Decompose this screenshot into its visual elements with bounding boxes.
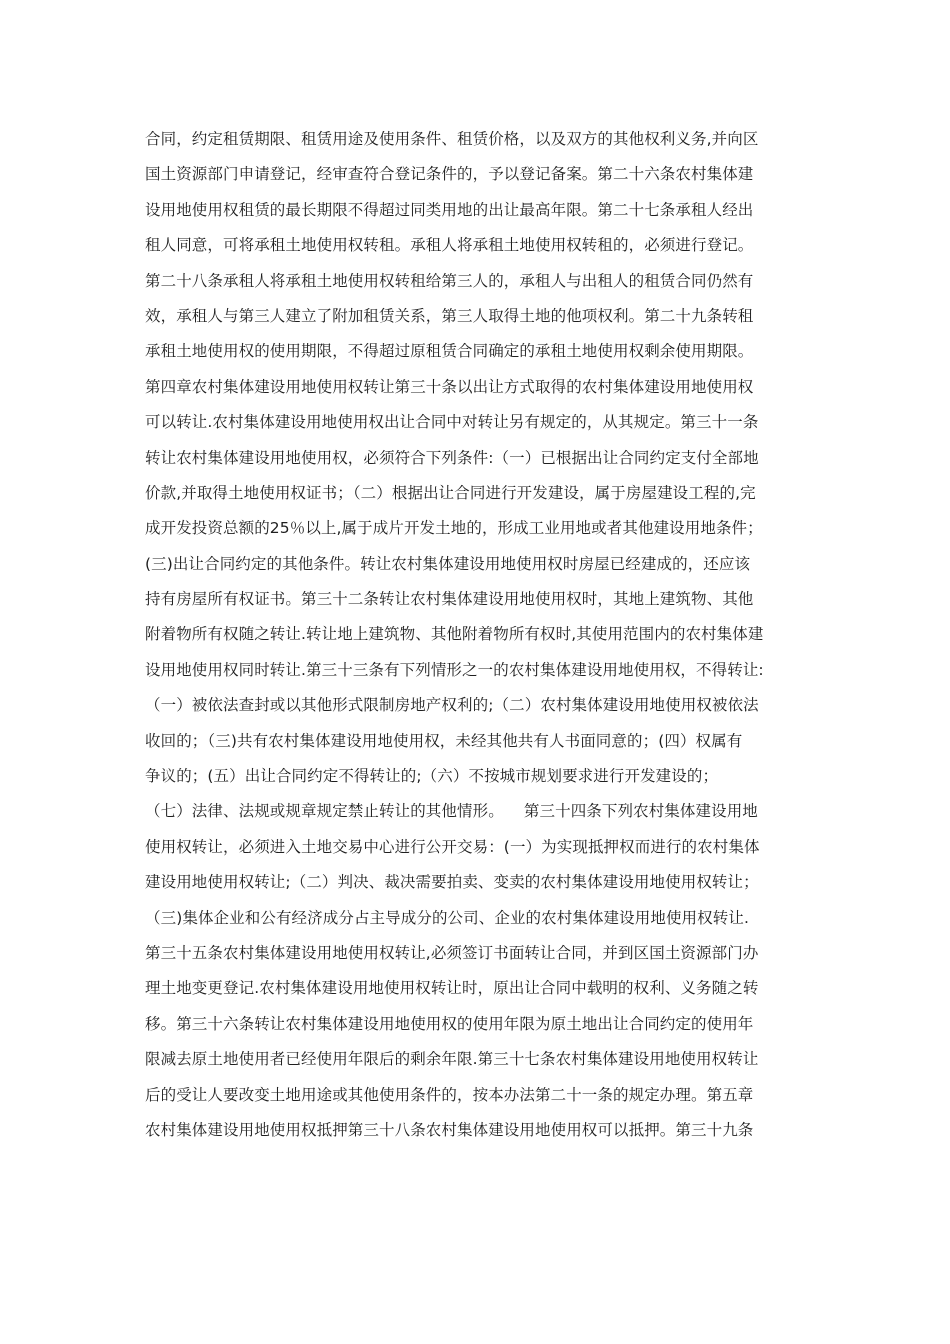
text-line: 使用权转让，必须进入土地交易中心进行公开交易：(一）为实现抵押权而进行的农村集体	[145, 837, 760, 856]
text-line: 效，承租人与第三人建立了附加租赁关系，第三人取得土地的他项权利。第二十九条转租	[145, 306, 754, 325]
text-line: 转让农村集体建设用地使用权，必须符合下列条件:（一）已根据出让合同约定支付全部地	[145, 448, 759, 467]
text-line: 可以转让.农村集体建设用地使用权出让合同中对转让另有规定的，从其规定。第三十一条	[145, 413, 759, 432]
text-line: 建设用地使用权转让;（二）判决、裁决需要拍卖、变卖的农村集体建设用地使用权转让；	[145, 873, 759, 892]
text-line: 第四章农村集体建设用地使用权转让第三十条以出让方式取得的农村集体建设用地使用权	[145, 377, 754, 396]
text-line: 持有房屋所有权证书。第三十二条转让农村集体建设用地使用权时，其地上建筑物、其他	[145, 590, 754, 609]
text-line: 设用地使用权同时转让.第三十三条有下列情形之一的农村集体建设用地使用权，不得转让:	[145, 660, 764, 679]
text-line: 理土地变更登记.农村集体建设用地使用权转让时，原出让合同中载明的权利、义务随之转	[145, 979, 759, 998]
text-line: 农村集体建设用地使用权抵押第三十八条农村集体建设用地使用权可以抵押。第三十九条	[145, 1120, 754, 1139]
text-line: 限减去原土地使用者已经使用年限后的剩余年限.第三十七条农村集体建设用地使用权转让	[145, 1050, 759, 1069]
text-line: 国土资源部门申请登记，经审查符合登记条件的，予以登记备案。第二十六条农村集体建	[145, 165, 754, 184]
text-line: （三)集体企业和公有经济成分占主导成分的公司、企业的农村集体建设用地使用权转让.	[145, 908, 749, 927]
text-line: 价款,并取得土地使用权证书；（二）根据出让合同进行开发建设，属于房屋建设工程的,完	[145, 483, 756, 502]
text-line: 设用地使用权租赁的最长期限不得超过同类用地的出让最高年限。第二十七条承租人经出	[145, 200, 754, 219]
text-line: 成开发投资总额的25％以上,属于成片开发土地的，形成工业用地或者其他建设用地条件；	[145, 519, 763, 538]
body-text	[145, 122, 805, 1148]
text-line: 承租土地使用权的使用期限，不得超过原租赁合同确定的承租土地使用权剩余使用期限。	[145, 342, 754, 361]
text-line: 移。第三十六条转让农村集体建设用地使用权的使用年限为原土地出让合同约定的使用年	[145, 1014, 754, 1033]
text-line: （七）法律、法规或规章规定禁止转让的其他情形。 第三十四条下列农村集体建设用地	[145, 802, 758, 821]
text-line: 第三十五条农村集体建设用地使用权转让,必须签订书面转让合同，并到区国土资源部门办	[145, 943, 759, 962]
text-line: 附着物所有权随之转让.转让地上建筑物、其他附着物所有权时,其使用范围内的农村集体建	[145, 625, 764, 644]
text-line: 后的受让人要改变土地用途或其他使用条件的，按本办法第二十一条的规定办理。第五章	[145, 1085, 754, 1104]
text-line: (三)出让合同约定的其他条件。转让农村集体建设用地使用权时房屋已经建成的，还应该	[145, 554, 751, 573]
text-line: 收回的；（三)共有农村集体建设用地使用权，未经其他共有人书面同意的；(四）权属有	[145, 731, 743, 750]
text-line: （一）被依法查封或以其他形式限制房地产权利的;（二）农村集体建设用地使用权被依法	[145, 696, 759, 715]
text-line: 合同，约定租赁期限、租赁用途及使用条件、租赁价格，以及双方的其他权利义务,并向区	[145, 130, 759, 148]
text-line: 争议的；(五）出让合同约定不得转让的;（六）不按城市规划要求进行开发建设的；	[145, 767, 719, 786]
text-line: 租人同意，可将承租土地使用权转租。承租人将承租土地使用权转租的，必须进行登记。	[145, 236, 754, 255]
text-line: 第二十八条承租人将承租土地使用权转租给第三人的，承租人与出租人的租赁合同仍然有	[145, 271, 754, 290]
